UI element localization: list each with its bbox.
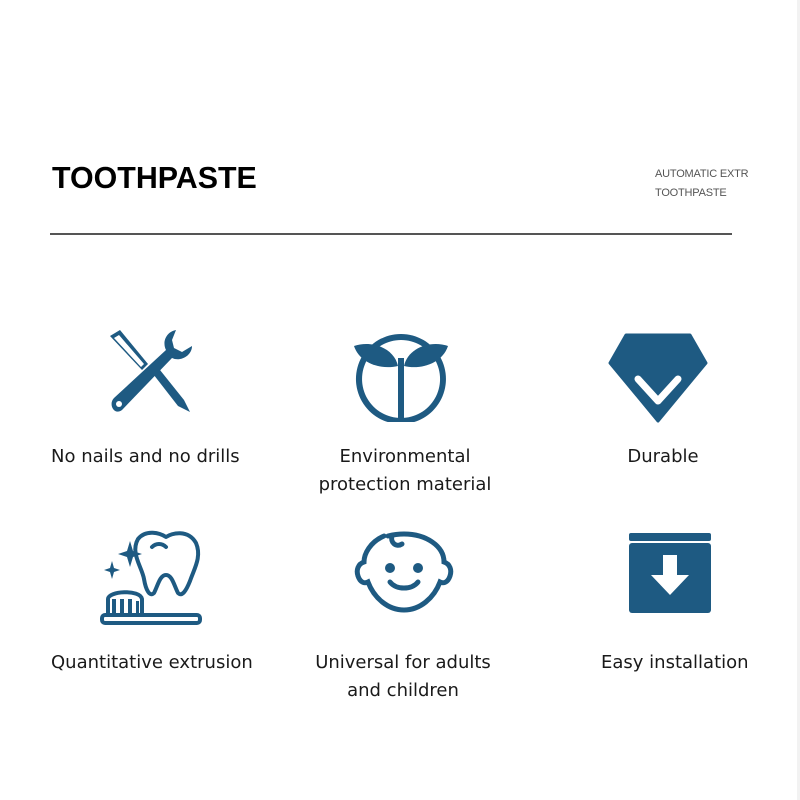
feature-label-durable: Durable xyxy=(627,446,699,467)
baby-face-icon xyxy=(354,530,454,614)
tooth-toothbrush-icon xyxy=(100,527,204,627)
tools-icon xyxy=(106,330,194,414)
feature-label-no-nails: No nails and no drills xyxy=(51,446,240,467)
header-divider xyxy=(50,233,732,235)
feature-label-environmental-line1: Environmental xyxy=(339,446,471,467)
feature-label-universal xyxy=(290,649,516,705)
diamond-check-icon xyxy=(608,333,708,423)
feature-label-quantitative: Quantitative extrusion xyxy=(51,652,253,673)
subtitle-line-2: TOOTHPASTE xyxy=(655,187,727,199)
install-box-icon xyxy=(627,531,713,615)
subtitle-line-1: AUTOMATIC EXTR xyxy=(655,168,749,180)
page-subtitle xyxy=(655,165,748,203)
feature-label-universal-line1: Universal for adults xyxy=(315,652,491,673)
page-title: TOOTHPASTE xyxy=(52,160,257,195)
feature-label-environmental xyxy=(290,443,520,499)
feature-label-easy-installation: Easy installation xyxy=(601,652,749,673)
leaf-circle-icon xyxy=(352,332,450,422)
feature-label-environmental-line2: protection material xyxy=(318,474,492,495)
feature-label-universal-line2: and children xyxy=(347,680,459,701)
